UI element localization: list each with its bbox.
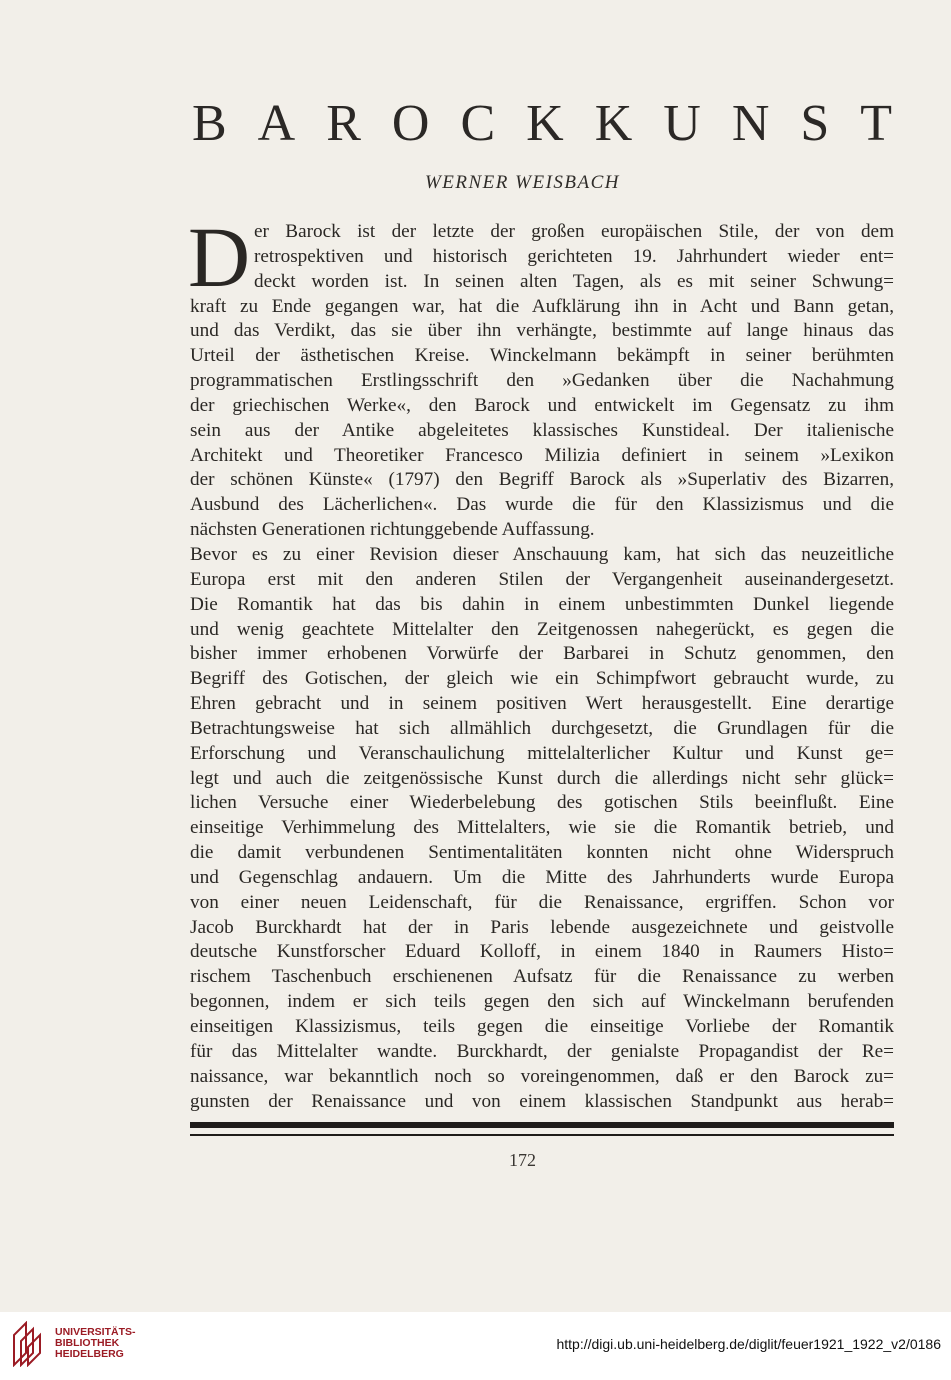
library-name bbox=[55, 1327, 136, 1360]
text-line: für das Mittelalter wandte. Burckhardt, der genialste Propagandist der Re= bbox=[190, 1040, 894, 1062]
text-line: lichen Versuche einer Wiederbelebung des gotischen Stils beeinflußt. Eine bbox=[190, 792, 894, 814]
text-line: einseitige Verhimmelung des Mittelalters, wie sie die Romantik betrieb, und bbox=[190, 817, 894, 839]
article-body bbox=[188, 209, 894, 1114]
text-line: kraft zu Ende gegangen war, hat die Aufklärung ihn in Acht und Bann getan, bbox=[190, 295, 894, 317]
library-name-line: BIBLIOTHEK bbox=[55, 1337, 120, 1349]
text-line: bisher immer erhobenen Vorwürfe der Barbarei in Schutz genommen, den bbox=[190, 643, 894, 665]
text-line: Europa erst mit den anderen Stilen der Vergangenheit auseinandergesetzt. bbox=[190, 568, 894, 590]
text-line: nächsten Generationen richtunggebende Auffassung. bbox=[190, 519, 595, 541]
text-line: Ehren gebracht und in seinem positiven Wert herausgestellt. Eine derartige bbox=[190, 693, 894, 715]
text-line: und das Verdikt, das sie über ihn verhängte, bestimmte auf lange hinaus das bbox=[190, 320, 894, 342]
footer-rule-thin bbox=[190, 1134, 894, 1136]
text-line: Jacob Burckhardt hat der in Paris lebende ausgezeichnete und geistvolle bbox=[190, 916, 894, 938]
library-logo-icon bbox=[12, 1321, 46, 1367]
footer-rule-thick bbox=[190, 1122, 894, 1128]
text-line: der griechischen Werke«, den Barock und entwickelt im Gegensatz zu ihm bbox=[190, 394, 894, 416]
viewer-footer bbox=[0, 1312, 951, 1380]
page-number: 172 bbox=[509, 1150, 536, 1170]
library-name-line: HEIDELBERG bbox=[55, 1348, 124, 1360]
text-line: programmatischen Erstlingsschrift den »Gedanken über die Nachahmung bbox=[190, 370, 894, 392]
text-line: er Barock ist der letzte der großen europäischen Stile, der von dem bbox=[254, 221, 894, 242]
drop-cap: D bbox=[188, 209, 251, 305]
text-line: naissance, war bekanntlich noch so voreingenommen, daß er den Barock zu= bbox=[190, 1065, 894, 1087]
text-line: Bevor es zu einer Revision dieser Anschauung kam, hat sich das neuzeitliche bbox=[190, 543, 894, 565]
text-line: Begriff des Gotischen, der gleich wie ein Schimpfwort gebraucht wurde, zu bbox=[190, 668, 894, 690]
text-line: deutsche Kunstforscher Eduard Kolloff, in einem 1840 in Raumers Histo= bbox=[190, 941, 894, 963]
text-line: der schönen Künste« (1797) den Begriff Barock als »Superlativ des Bizarren, bbox=[190, 469, 894, 491]
text-line: Betrachtungsweise hat sich allmählich durchgesetzt, die Grundlagen für die bbox=[190, 717, 894, 739]
text-line: Ausbund des Lächerlichen«. Das wurde die für den Klassizismus und die bbox=[190, 494, 894, 516]
text-line: sein aus der Antike abgeleitetes klassisches Kunstideal. Der italienische bbox=[190, 419, 894, 441]
text-line: Die Romantik hat das bis dahin in einem unbestimmten Dunkel liegende bbox=[190, 593, 894, 615]
text-line: begonnen, indem er sich teils gegen den sich auf Winckelmann berufenden bbox=[190, 991, 894, 1013]
text-line: legt und auch die zeitgenössische Kunst durch die allerdings nicht sehr glück= bbox=[190, 767, 894, 789]
text-line: deckt worden ist. In seinen alten Tagen, als es mit seiner Schwung= bbox=[254, 270, 894, 292]
text-line: einseitigen Klassizismus, teils gegen die einseitige Vorliebe der Romantik bbox=[190, 1016, 894, 1037]
text-line: Urteil der ästhetischen Kreise. Winckelmann bekämpft in seiner berühmten bbox=[190, 345, 894, 367]
text-line: gunsten der Renaissance und von einem klassischen Standpunkt aus herab= bbox=[190, 1090, 894, 1112]
text-line: rischem Taschenbuch erschienenen Aufsatz für die Renaissance zu werben bbox=[190, 966, 894, 988]
text-line: von einer neuen Leidenschaft, für die Renaissance, ergriffen. Schon vor bbox=[190, 891, 894, 913]
text-lines bbox=[188, 209, 894, 1114]
author-name: WERNER WEISBACH bbox=[424, 172, 621, 193]
text-line: retrospektiven und historisch gerichteten 19. Jahrhundert wieder ent= bbox=[254, 245, 894, 267]
text-line: Erforschung und Veranschaulichung mittelalterlicher Kultur und Kunst ge= bbox=[190, 742, 894, 764]
library-name-line: UNIVERSITÄTS- bbox=[55, 1326, 136, 1338]
article-title: BAROCKKUNST bbox=[192, 95, 924, 152]
permalink-url[interactable]: http://digi.ub.uni-heidelberg.de/diglit/feuer1921_1922_v2/0186 bbox=[556, 1336, 941, 1352]
text-line: Architekt und Theoretiker Francesco Milizia definiert in seinem »Lexikon bbox=[190, 444, 894, 466]
text-line: und wenig geachtete Mittelalter den Zeitgenossen nahegerückt, es gegen die bbox=[190, 618, 894, 640]
text-line: die damit verbundenen Sentimentalitäten konnten nicht ohne Widerspruch bbox=[190, 842, 894, 864]
text-line: und Gegenschlag andauern. Um die Mitte des Jahrhunderts wurde Europa bbox=[190, 866, 894, 888]
